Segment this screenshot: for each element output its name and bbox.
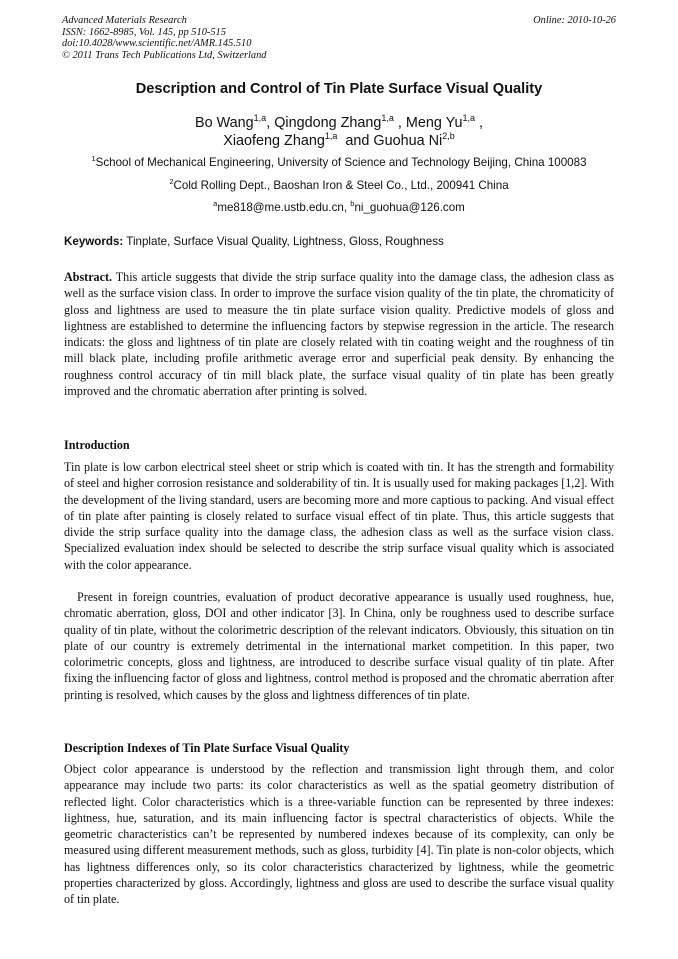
online-date: Online: 2010-10-26 bbox=[533, 15, 616, 26]
abstract-text: This article suggests that divide the strip surface quality into the damage class, the adhesion class as well as the surface vision class. In order to improve the surface vision quality of the tin plate, the chromaticity of gloss and lightness are used to measure the tin plate surface vision quality. Predictive models of gloss and lightness are established to determine the influencing factors by stepwise regression in the article. The research indicats: the gloss and lightness of tin plate are closely related with tin coating weight and the roughness of tin mill black plate, including profile arithmetic average error and superficial peak density. By enhancing the roughness control accuracy of tin mill black plate, the surface visual quality of tin plate has been greatly improved and the chromatic aberration after printing is solved. bbox=[64, 270, 614, 399]
abstract-label: Abstract. bbox=[64, 270, 113, 284]
author-name: Xiaofeng Zhang bbox=[223, 133, 325, 149]
abstract bbox=[64, 269, 614, 399]
email-link[interactable]: ni_guohua@126.com bbox=[354, 201, 465, 214]
author-line-1: Bo Wang$^{1,a}$, Qingdong Zhang$^{1,a}$ , Meng Yu$^{1,a}$ , bbox=[195, 113, 483, 131]
journal-name: Advanced Materials Research bbox=[62, 15, 187, 26]
author-name: Guohua Ni bbox=[373, 133, 443, 149]
intro-paragraph-2: Present in foreign countries, evaluation of product decorative appearance is usually used roughness, hue, chromatic aberration, gloss, DOI and other indicator [3]. In China, only be roughness used to describe surface quality of tin plate, without the colorimetric description of the relevant indicators. Obviously, this situation on tin plate of our country is extremely detrimental in the international market competition. In this paper, two colorimetric concepts, gloss and lightness, are introduced to describe surface visual quality of tin plate. After fixing the influencing factor of gloss and lightness, control method is proposed and the chromatic aberration after printing is resolved, which causes by the gloss and lightness differences of tin plate. bbox=[64, 590, 614, 702]
intro-paragraph-1: Tin plate is low carbon electrical steel sheet or strip which is coated with tin. It has the strength and formability of steel and higher corrosion resistance and solderability of tin. It is usually used for making packages [1,2]. With the development of the living standard, users are becoming more and more captious to packing. And visual effect of tin plate after painting is closely related to surface visual effect of tin plate. Thus, this article suggests that divide the strip surface quality into the damage class, the adhesion class as well as the surface vision class. Specialized evaluation index should be selected to describe the strip surface visual quality which is associated with the color appearance. bbox=[64, 460, 614, 572]
author-name: Bo Wang bbox=[195, 115, 254, 131]
journal-header bbox=[62, 15, 616, 61]
section-heading-description-indexes: Description Indexes of Tin Plate Surface Visual Quality bbox=[64, 741, 350, 755]
author-name: Meng Yu bbox=[405, 115, 463, 131]
affiliation-2: $^2$Cold Rolling Dept., Baoshan Iron & Steel Co., Ltd., 200941 China bbox=[169, 177, 509, 192]
author-affiliation-mark: 1,a bbox=[324, 131, 338, 141]
paper-title: Description and Control of Tin Plate Surface Visual Quality bbox=[135, 81, 543, 97]
section-heading-introduction: Introduction bbox=[64, 438, 130, 452]
author-affiliation-mark: 2,b bbox=[442, 131, 455, 141]
description-paragraph-1: Object color appearance is understood by the reflection and transmission light through them, and color appearance may include two parts: its color characteristics as well as the spatial geometry distribution of reflected light. Color characteristics which is a three-variable function can be represented by three indexes: lightness, hue, saturation, and its main influencing factor is spectral characteristics of objects. While the geometric characteristics can’t be represented by numbered indexes because of its complexity, can only be measured using different measurement methods, such as gloss, turbidity [4]. Tin plate is non-color objects, which has lightness differences only, so its color characteristics characterized by lightness, while the geometric properties characterized by gloss. Accordingly, lightness and gloss are used to describe the surface visual quality of tin plate. bbox=[64, 762, 614, 907]
keywords-label: Keywords: bbox=[64, 235, 124, 248]
keywords-text: Tinplate, Surface Visual Quality, Lightness, Gloss, Roughness bbox=[123, 235, 444, 248]
copyright-line: © 2011 Trans Tech Publications Ltd, Switzerland bbox=[62, 49, 267, 61]
author-affiliation-mark: 1,a bbox=[462, 113, 475, 123]
author-affiliation-mark: 1,a bbox=[381, 113, 394, 123]
author-affiliation-mark: 1,a bbox=[253, 113, 267, 123]
email-link[interactable]: me818@me.ustb.edu.cn, bbox=[217, 201, 351, 214]
doi-line: doi:10.4028/www.scientific.net/AMR.145.510 bbox=[62, 38, 252, 50]
author-name: Qingdong Zhang bbox=[274, 115, 382, 131]
issn-line: ISSN: 1662-8985, Vol. 145, pp 510-515 bbox=[62, 26, 226, 38]
keywords bbox=[64, 235, 444, 248]
author-line-2: Xiaofeng Zhang$^{1,a}$ and Guohua Ni$^{2,b}$ bbox=[223, 131, 455, 149]
affiliation-1: $^1$School of Mechanical Engineering, University of Science and Technology Beijing, China 100083 bbox=[91, 154, 587, 169]
author-emails: $^a$me818@me.ustb.edu.cn, $^b$ni_guohua@126.com bbox=[213, 199, 465, 214]
